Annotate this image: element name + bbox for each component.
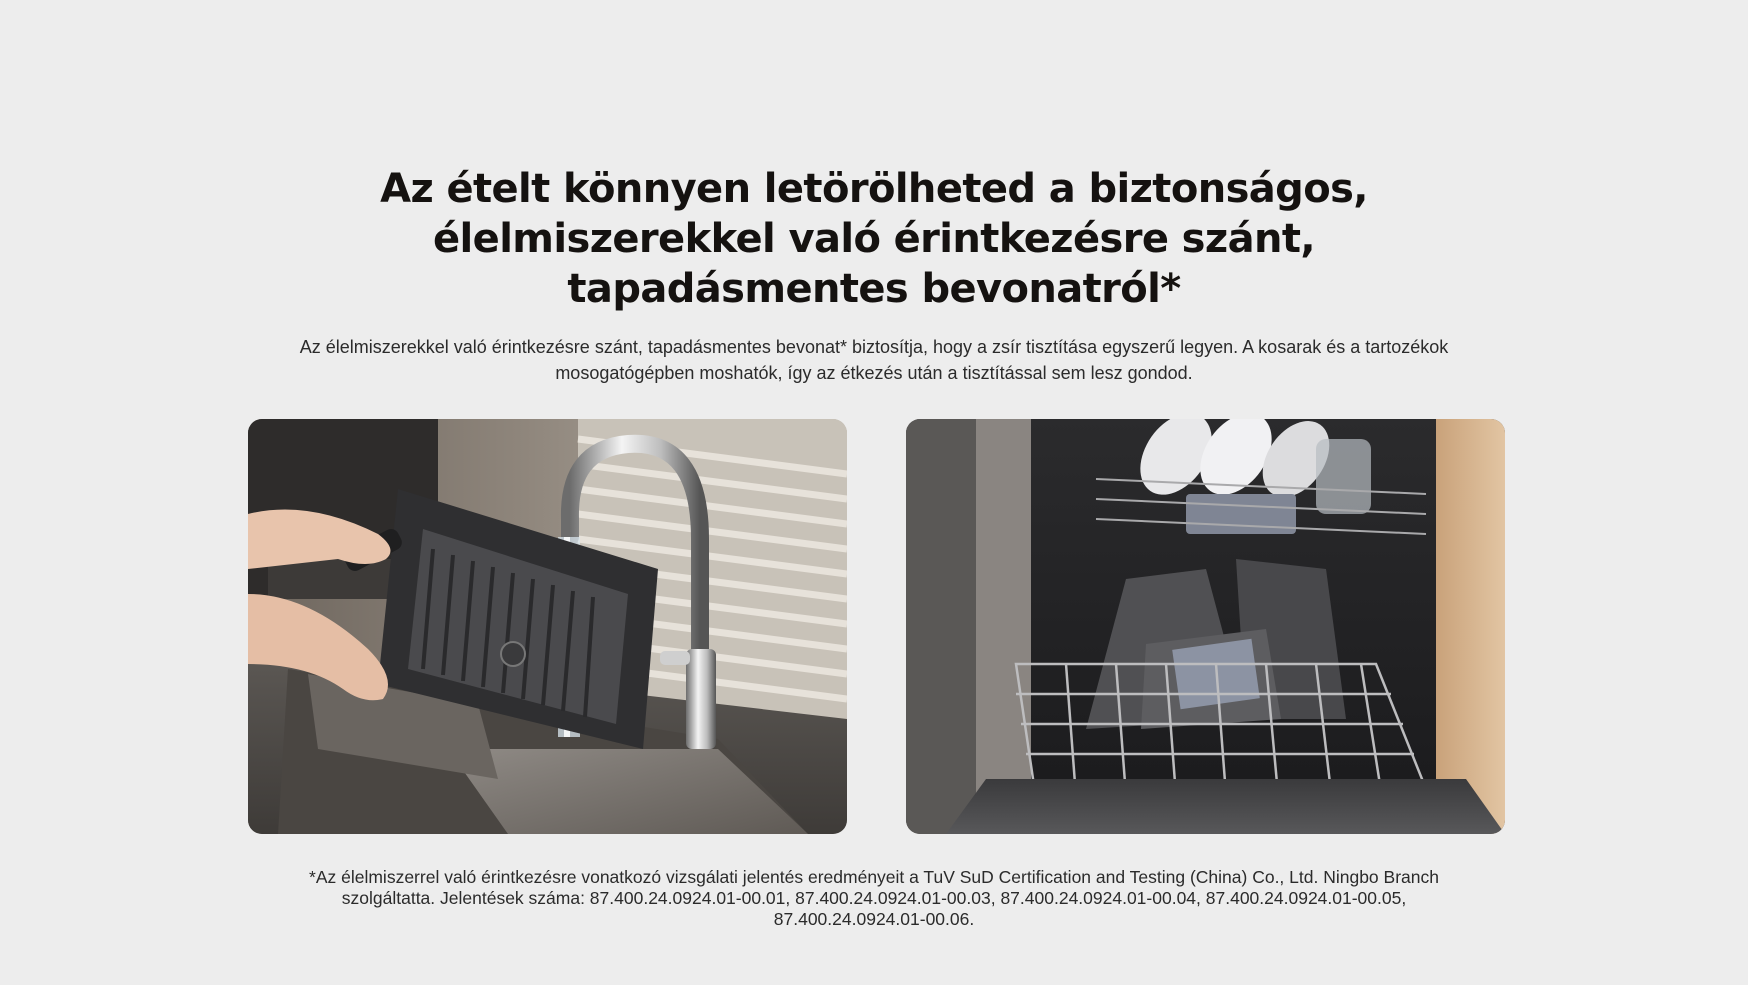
headline-line-3: tapadásmentes bevonatról* xyxy=(567,266,1181,312)
footnote-line-1: *Az élelmiszerrel való érintkezésre vonatkozó vizsgálati jelentés eredményeit a TuV SuD Certification and Testing (China) Co., Ltd. Ningbo Branch xyxy=(309,867,1439,887)
sink-rinse-photo xyxy=(248,419,847,834)
dishwasher-photo xyxy=(906,419,1505,834)
dishwasher-illustration xyxy=(906,419,1505,834)
headline-line-1: Az ételt könnyen letörölheted a biztonságos, xyxy=(380,166,1368,212)
section-headline xyxy=(0,164,1748,314)
section-description xyxy=(270,334,1478,386)
test-report-footnote xyxy=(230,867,1518,930)
footnote-line-3: 87.400.24.0924.01-00.06. xyxy=(773,909,975,929)
footnote-line-2: szolgáltatta. Jelentések száma: 87.400.24.0924.01-00.01, 87.400.24.0924.01-00.03, 87.400.24.0924.01-00.04, 87.400.24.0924.01-00.05, xyxy=(341,888,1407,908)
headline-line-2: élelmiszerekkel való érintkezésre szánt, xyxy=(433,216,1315,262)
description-line-1: Az élelmiszerekkel való érintkezésre szánt, tapadásmentes bevonat* biztosítja, hogy a zsír tisztítása egyszerű legyen. A kosarak és a tartozékok xyxy=(299,337,1449,357)
description-line-2: mosogatógépben moshatók, így az étkezés után a tisztítással sem lesz gondod. xyxy=(555,363,1193,383)
sink-rinse-illustration xyxy=(248,419,847,834)
